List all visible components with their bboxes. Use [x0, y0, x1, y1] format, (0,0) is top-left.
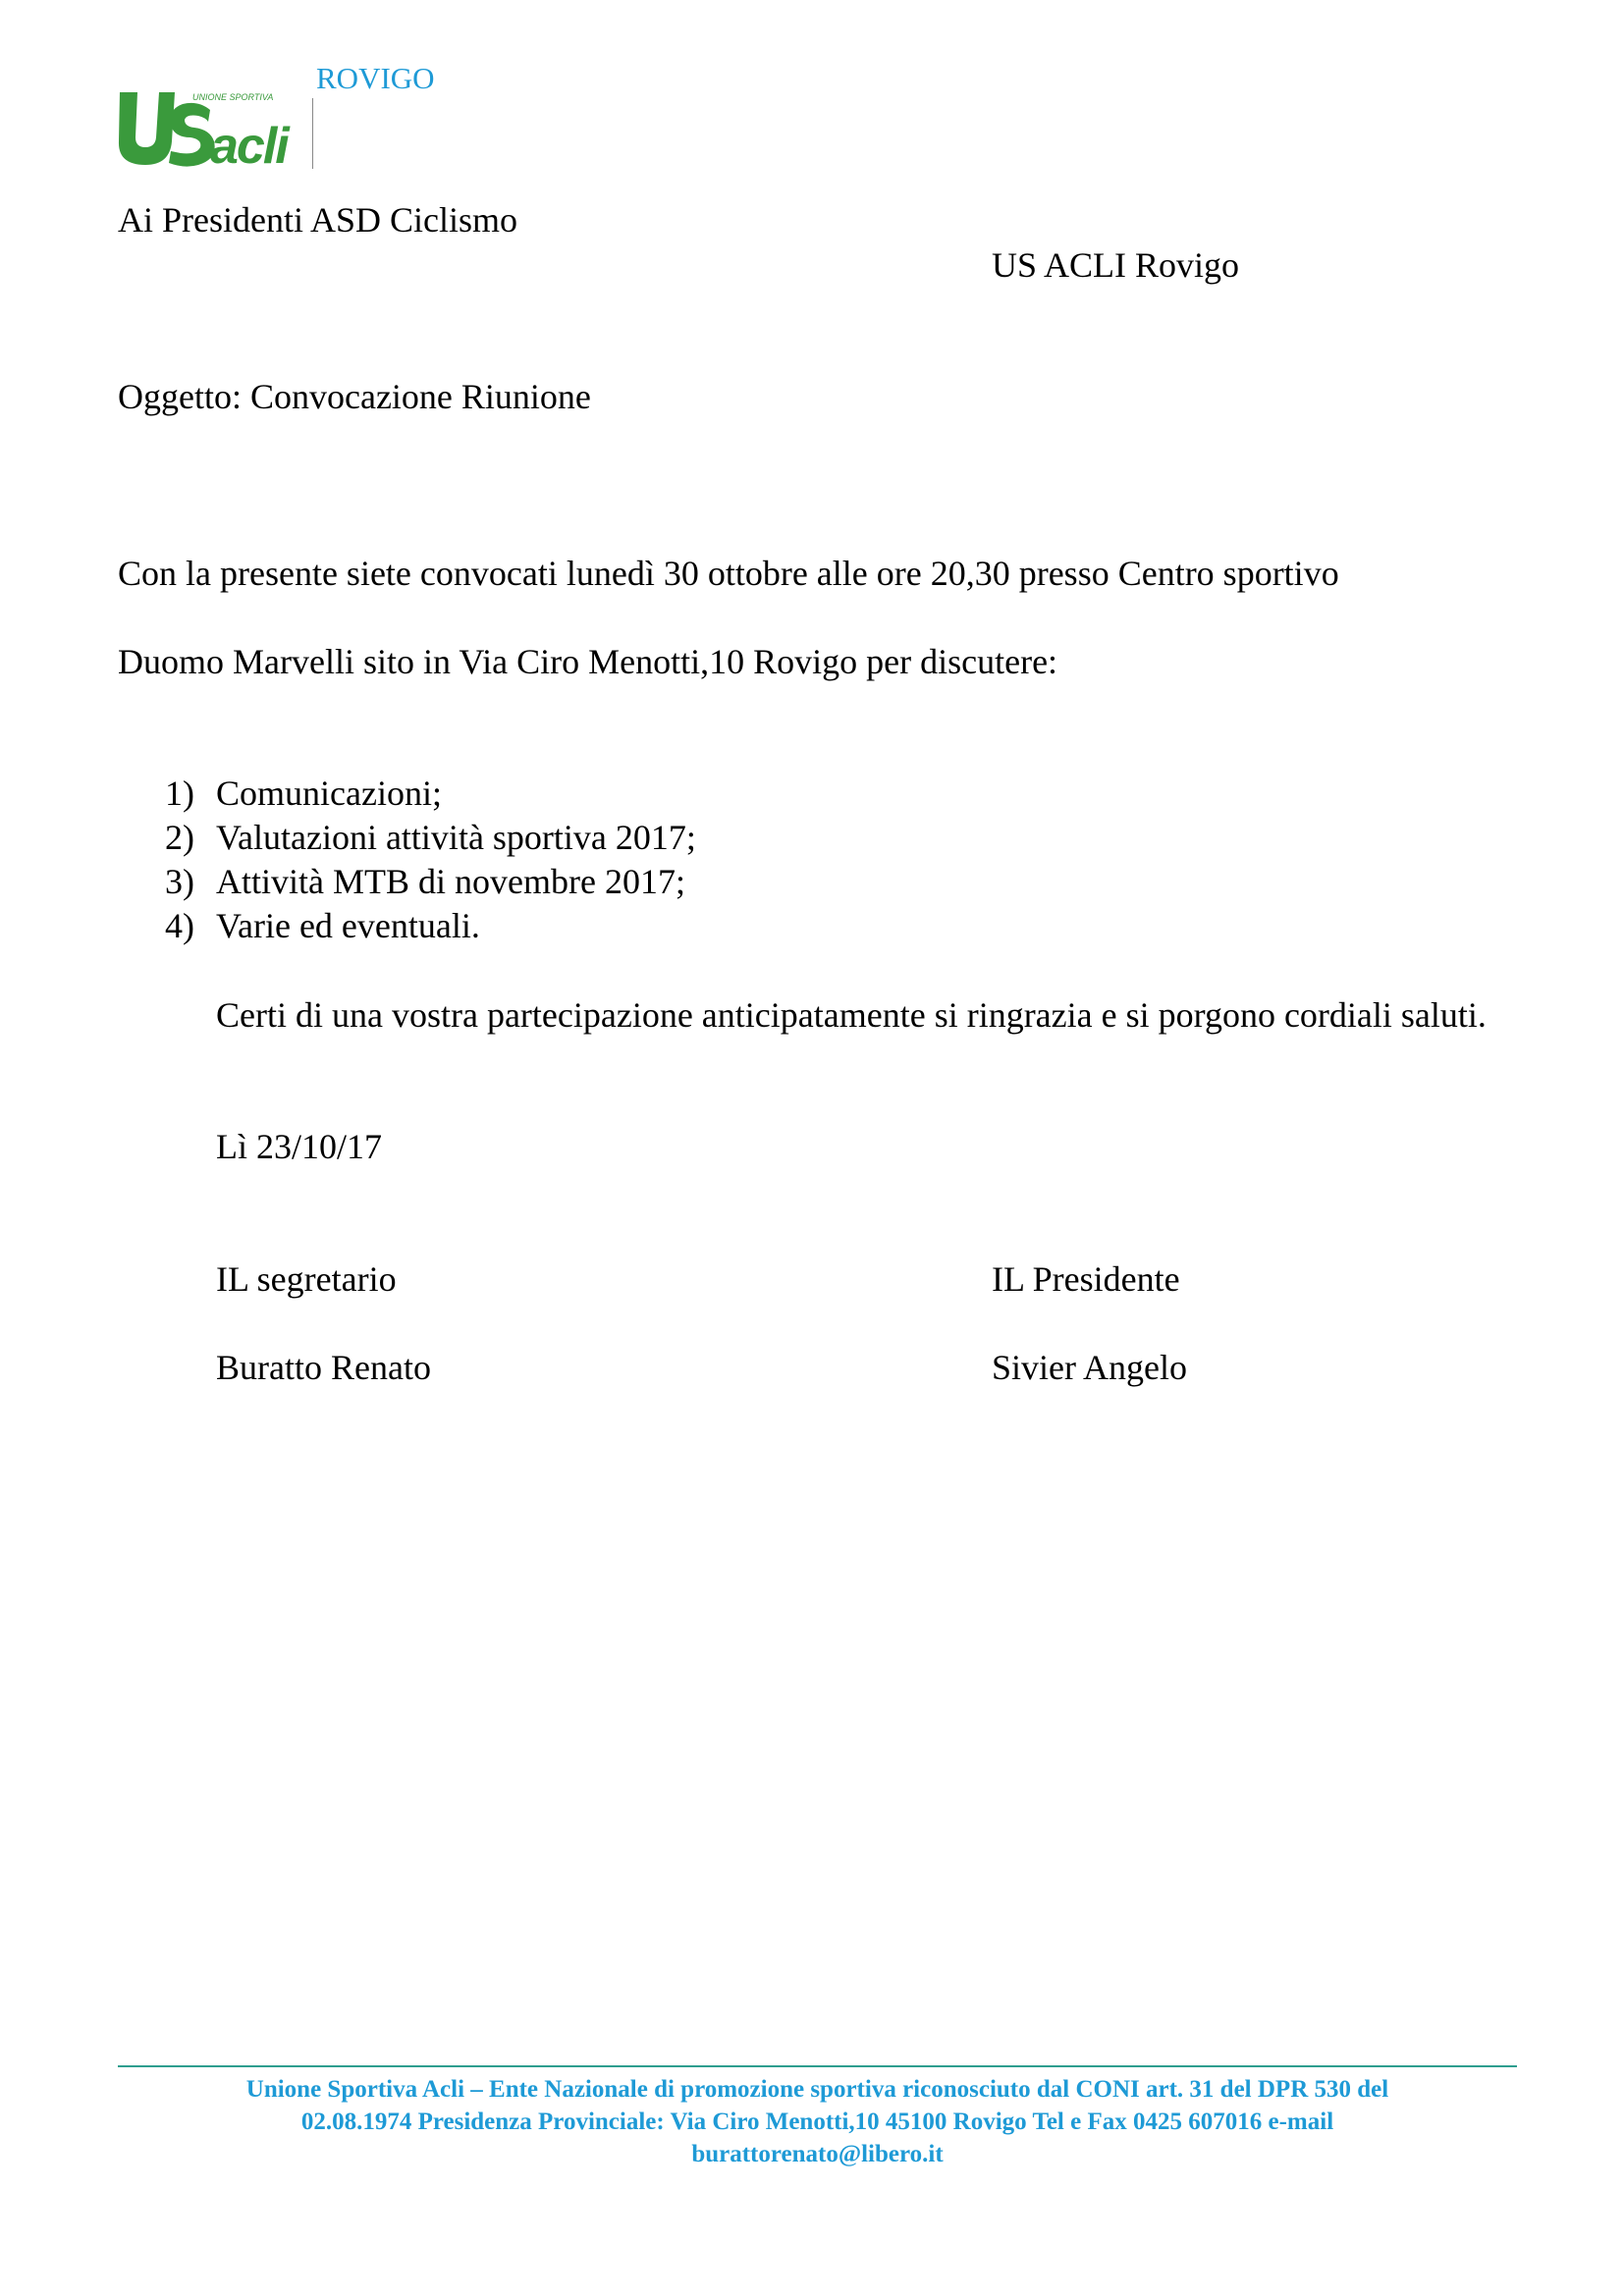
usacli-logo: [116, 86, 318, 171]
letter-date: Lì 23/10/17: [216, 1127, 382, 1166]
closing-paragraph: Certi di una vostra partecipazione anticipatamente si ringrazia e si porgono cordiali saluti.: [216, 995, 1487, 1035]
agenda-item: [165, 816, 696, 860]
footer-line-1: Unione Sportiva Acli – Ente Nazionale di promozione sportiva riconosciuto dal CONI art. 31 del DPR 530 del: [245, 2076, 1389, 2103]
body-line-2: Duomo Marvelli sito in Via Ciro Menotti,10 Rovigo per discutere:: [118, 642, 1058, 681]
president-name: Sivier Angelo: [992, 1348, 1187, 1387]
agenda-item-number: 4): [165, 906, 194, 945]
agenda-item-number: 3): [165, 862, 194, 901]
agenda-item-text: Valutazioni attività sportiva 2017;: [216, 818, 696, 857]
agenda-item: [165, 904, 696, 948]
agenda-item-text: Attività MTB di novembre 2017;: [216, 862, 685, 901]
subject-line: Oggetto: Convocazione Riunione: [118, 377, 591, 416]
agenda-list: [165, 772, 696, 948]
footer: [118, 2073, 1517, 2170]
footer-divider: [118, 2065, 1517, 2067]
logo-divider: [312, 98, 313, 169]
svg-text:acli: acli: [210, 118, 288, 171]
agenda-item-number: 1): [165, 774, 194, 813]
agenda-item: [165, 772, 696, 816]
logo-city: ROVIGO: [316, 61, 435, 95]
footer-email: burattorenato@libero.it: [691, 2141, 944, 2167]
logo-subtitle: UNIONE SPORTIVA: [192, 92, 274, 102]
recipient: Ai Presidenti ASD Ciclismo: [118, 200, 518, 240]
agenda-item-number: 2): [165, 818, 194, 857]
footer-line-2: 02.08.1974 Presidenza Provinciale: Via Ciro Menotti,10 45100 Rovigo Tel e Fax 0425 607016 e-mail: [300, 2109, 1334, 2135]
secretary-role: IL segretario: [216, 1259, 397, 1299]
agenda-item: [165, 860, 696, 904]
sender: US ACLI Rovigo: [992, 245, 1240, 285]
body-line-1: Con la presente siete convocati lunedì 30 ottobre alle ore 20,30 presso Centro sportivo: [118, 554, 1339, 593]
secretary-name: Buratto Renato: [216, 1348, 431, 1387]
president-role: IL Presidente: [992, 1259, 1180, 1299]
agenda-item-text: Comunicazioni;: [216, 774, 442, 813]
agenda-item-text: Varie ed eventuali.: [216, 906, 480, 945]
